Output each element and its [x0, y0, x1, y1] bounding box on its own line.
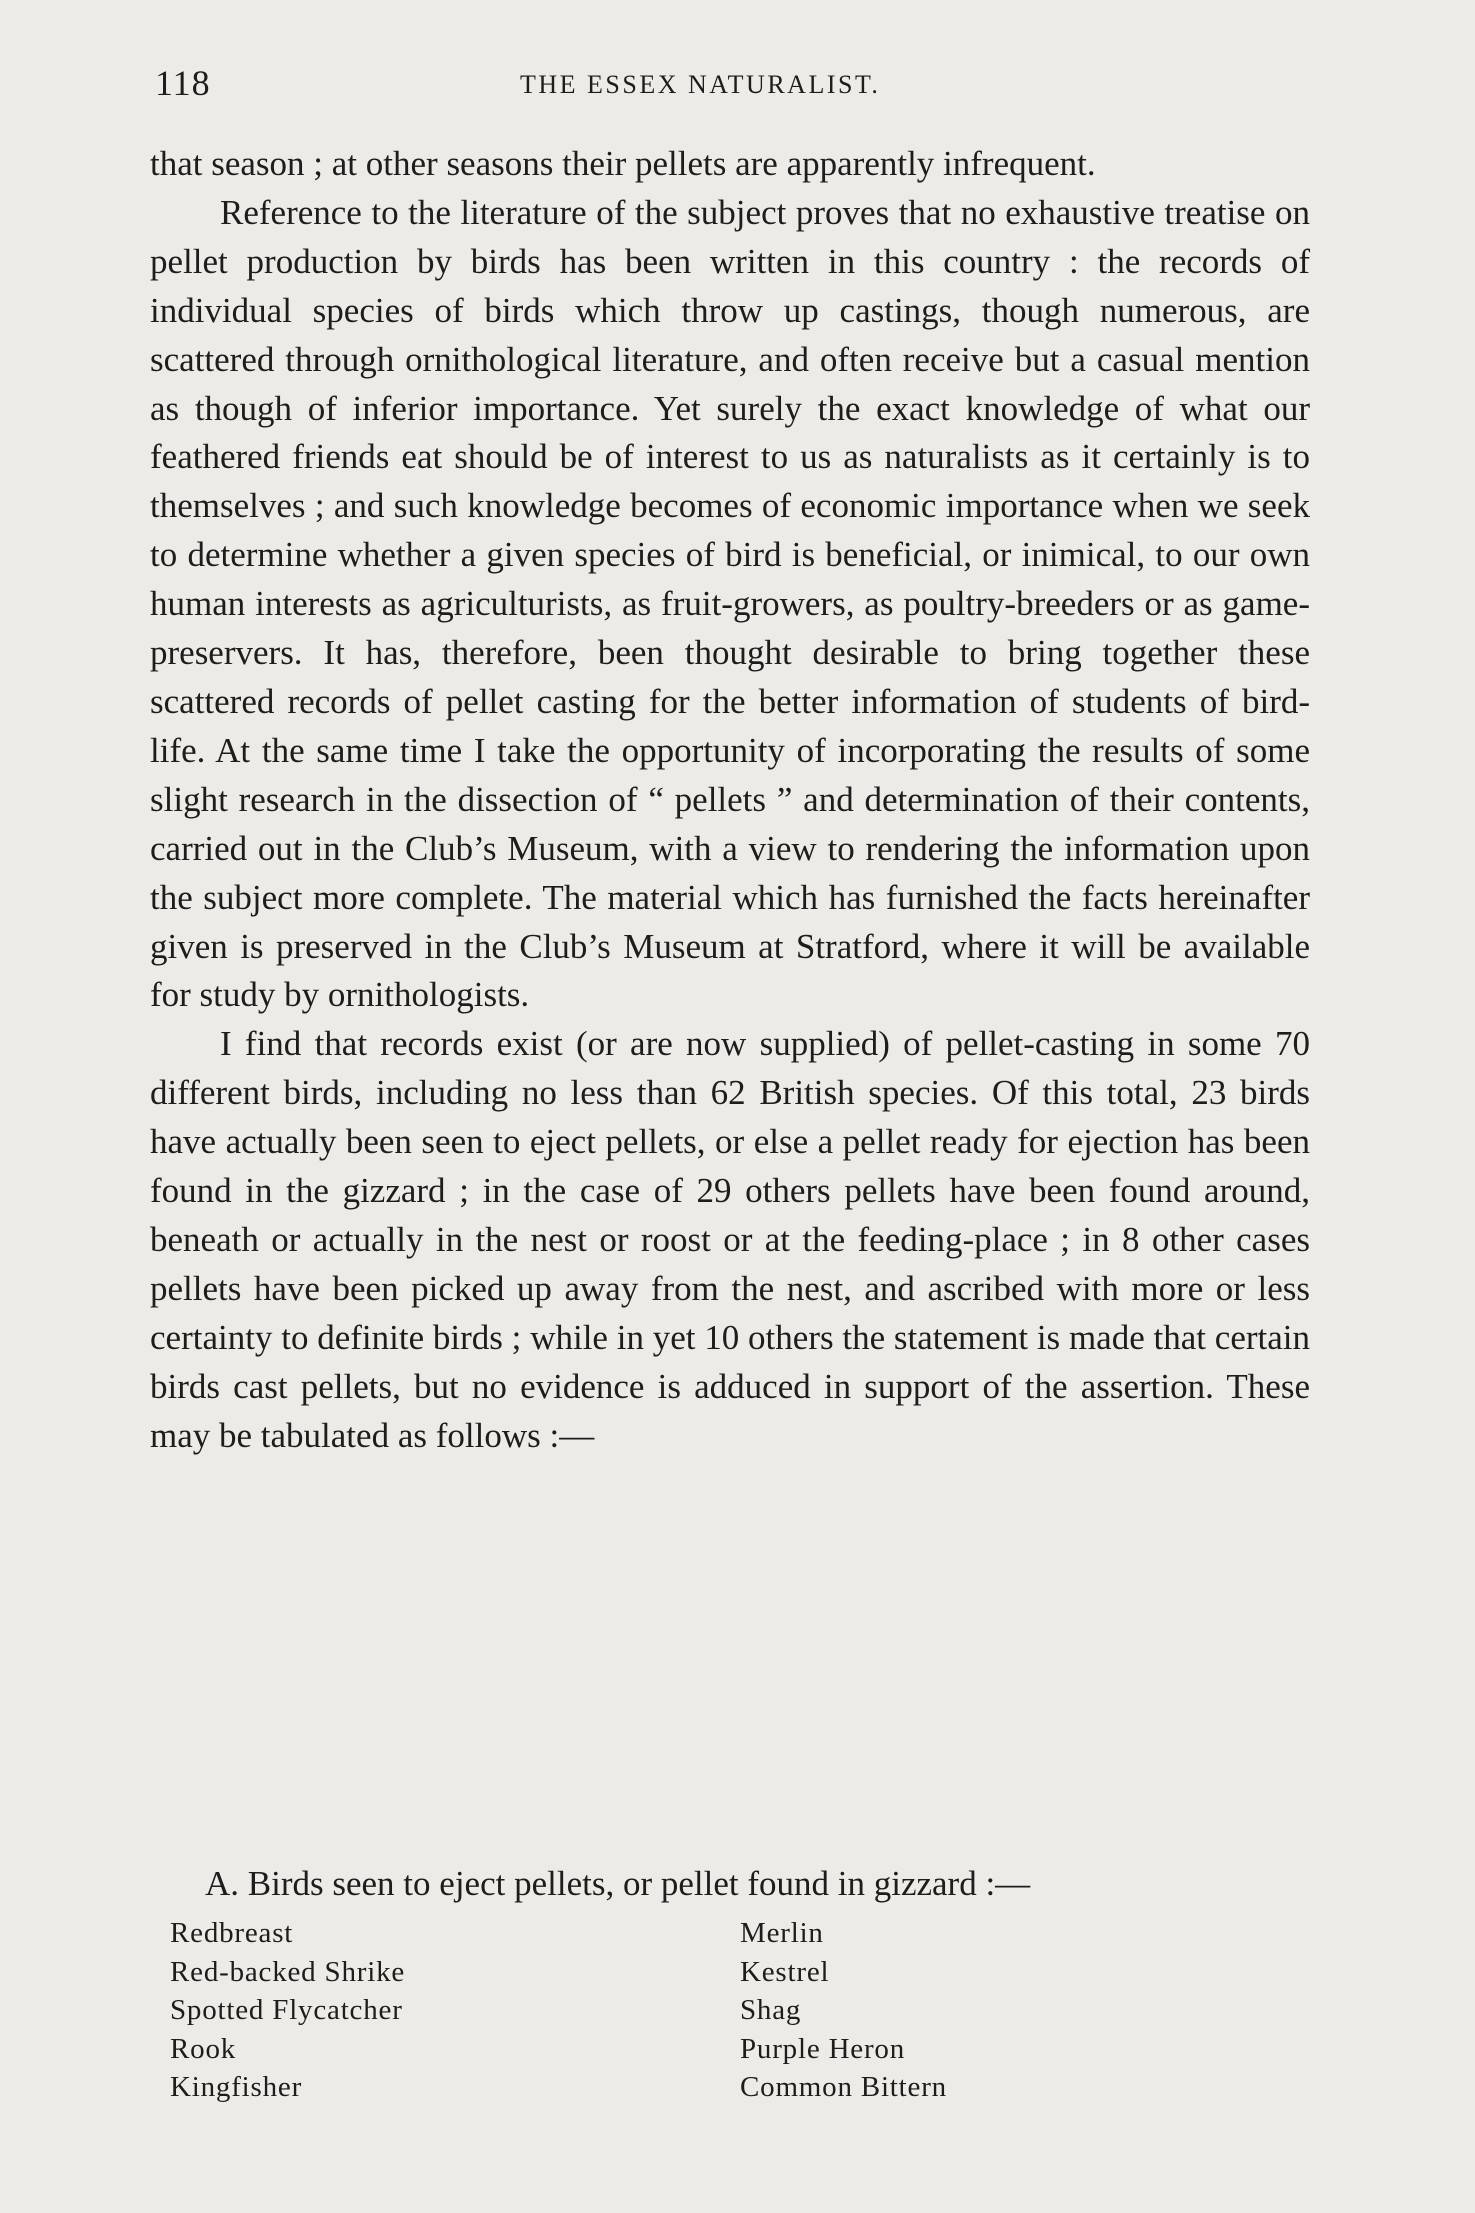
list-item: Redbreast	[170, 1917, 294, 1949]
bird-list-right	[740, 1914, 947, 2107]
list-item: Rook	[170, 2032, 237, 2065]
section-a-heading: A. Birds seen to eject pellets, or pellet found in gizzard :—	[205, 1864, 1031, 1903]
bird-list-left	[170, 1914, 405, 2107]
page-header	[155, 62, 1315, 112]
list-item: Shag	[740, 1994, 802, 2026]
page-number: 118	[155, 63, 211, 103]
paragraph-continued: that season ; at other seasons their pellets are apparently infrequent.	[150, 144, 1096, 183]
list-item: Purple Heron	[740, 2032, 906, 2065]
list-item: Merlin	[740, 1917, 824, 1949]
paragraph-records: I find that records exist (or are now supplied) of pellet-casting in some 70 different birds, including no less than 62 British species. Of this total, 23 birds have actually been seen to eject pellets, or else a pellet ready for ejection has been found in the gizzard ; in the case of 29 others pellets have been found around, beneath or actually in the nest or roost or at the feeding-place ; in 8 other cases pellets have been picked up away from the nest, and ascribed with more or less certainty to definite birds ; while in yet 10 others the statement is made that certain birds cast pellets, but no evidence is adduced in support of the assertion. These may be tabulated as follows :—	[150, 1024, 1310, 1455]
list-item: Kingfisher	[170, 2071, 303, 2103]
list-item: Spotted Flycatcher	[170, 1994, 403, 2026]
running-head: THE ESSEX NATURALIST.	[520, 70, 881, 99]
paragraph-literature: Reference to the literature of the subject proves that no exhaustive treatise on pellet production by birds has been written in this country : the records of individual species of birds which throw up castings, though numerous, are scattered through ornithological literature, and often receive but a casual mention as though of inferior importance. Yet surely the exact knowledge of what our feathered friends eat should be of interest to us as naturalists as it certainly is to themselves ; and such knowledge becomes of economic importance when we seek to determine whether a given species of bird is beneficial, or inimical, to our own human interests as agriculturists, as fruit-growers, as poultry-breeders or as game-preservers. It has, therefore, been thought desirable to bring together these scattered records of pellet casting for the better information of students of bird-life. At the same time I take the opportunity of incorporating the results of some slight research in the dissection of “ pellets ” and determination of their contents, carried out in the Club’s Museum, with a view to rendering the information upon the subject more complete. The material which has furnished the facts hereinafter given is preserved in the Club’s Museum at Stratford, where it will be available for study by ornithologists.	[150, 192, 1310, 1015]
body-text	[150, 140, 1310, 1460]
list-item: Red-backed Shrike	[170, 1955, 406, 1988]
list-item: Common Bittern	[740, 2071, 947, 2103]
list-item: Kestrel	[740, 1955, 830, 1988]
